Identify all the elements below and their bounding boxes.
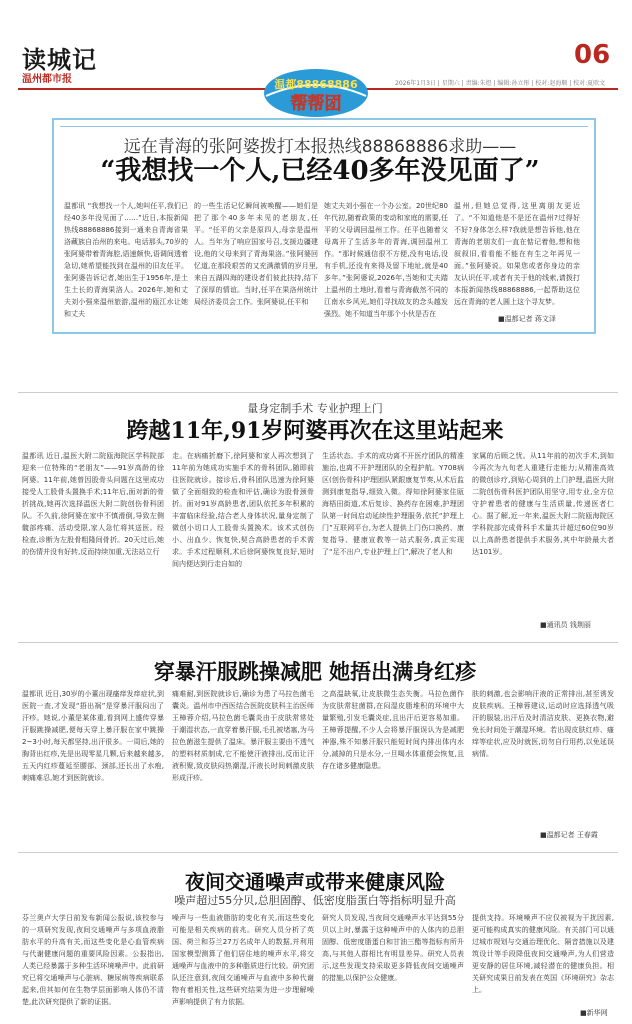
story4-col-3: 研究人员发现,当夜间交通噪声水平达到55分贝以上时,暴露于这种噪声中的人体内的总胆固醇、低密度脂蛋白和甘油三酯等指标有所升高,与其他人群相比有明显差异。研究人员表示,这些发现支持采取更多降低夜间交通噪声的措施,以保护公众健康。 <box>322 914 464 982</box>
divider <box>18 852 618 853</box>
section-title: 读城记 <box>22 45 97 74</box>
story1-col-1: 温都讯 “我想找一个人,她叫任平,我们已经40多年没见面了……”近日,本报新闻热线88868886接到一通来自青海省果洛藏族自治州的来电。电话那头,70岁的张阿婆带着青海腔,语速颇快,语调间透着急切,她希望能找到在温州的旧友任平。张阿婆告诉记者,她出生于1956年,是土生土长的青海果洛人。2026年,她和丈夫刘小强来温州旅游,温州的瓯江水让她和丈夫 <box>64 202 188 318</box>
story4-headline: 夜间交通噪声或带来健康风险 <box>185 870 445 894</box>
story4-byline: ■新华网 <box>580 1009 608 1017</box>
logo-line1: 温都88868886 <box>274 78 358 91</box>
story3-col-4: 肤的刺激,也会影响汗液的正常排出,甚至诱发皮肤疾病。王樟蓉建议,运动时应选择透气吸汗的服装,出汗后及时清洁皮肤、更换衣物,避免长时间处于潮湿环境。若出现皮肤红疹、瘙痒等症状,应及时就医,切勿自行用药,以免延误病情。 <box>472 690 614 758</box>
bangbangtuan-logo <box>262 66 370 120</box>
story2-col-4: 家属的后顾之忧。从11年前的初次手术,到如今再次为九旬老人重建行走能力;从精准高效的微创诊疗,到贴心周到的上门护理,温医大附二院创伤骨科医护团队用坚守,用专业,全方位守护着患者的健康与生活质量,传递医者仁心。据了解,近一年来,温医大附二院瓯海院区学科院部完成骨科手术量共计超过60位90岁以上高龄患者提供手术服务,其中年龄最大者达101岁。 <box>472 452 614 556</box>
logo-line2: 帮帮团 <box>290 94 342 114</box>
story2-headline: 跨越11年,91岁阿婆再次在这里站起来 <box>126 418 504 444</box>
story1-col-4: 温州,但她总觉得,这里离朋友更近了。“不知道他是不是还在温州?过得好不好?身体怎么样?我就是想告诉他,他在青海的老朋友们一直在惦记着他,想和他叙叙旧,看看能不能在有生之年再见一面。”张阿婆说。如果您或者你身边的亲友认识任平,或者有关于他的线索,请拨打本报新闻热线88868886,一起帮助这位远在青海的老人圆上这个寻友梦。 <box>454 202 580 306</box>
story4-col-2: 噪声与一些血液脂肪的变化有关,而这些变化可能是相关疾病的前兆。研究人员分析了英国、荷兰和芬兰27万名成年人的数据,并利用国家模型测算了他们居住地的噪声水平,将交通噪声与血液中的多种脂质进行比较。研究团队还注意到,夜间交通噪声与血液中多种代谢物有着相关性,这些研究结果为进一步理解噪声影响提供了有力依据。 <box>172 914 314 1006</box>
paper-name: 温州都市报 <box>22 74 72 85</box>
story3-headline: 穿暴汗服跳操减肥 她捂出满身红疹 <box>153 659 477 684</box>
story2-col-2: 走。在病痛折磨下,徐阿婆和家人再次想到了11年前为她成功实施手术的骨科团队,随即前往医院就诊。接诊后,骨科团队迅速为徐阿婆做了全面细致的检查和评估,确诊为股骨颈骨折。面对91岁高龄患者,团队依托多年积累的丰富临床经验,结合老人身体状况,量身定制了微创小切口人工股骨头置换术。该术式创伤小、出血少、恢复快,契合高龄患者的手术需求。手术过程顺利,术后徐阿婆恢复良好,短时间内便达到行走自如的 <box>172 452 314 568</box>
story1-kicker: 远在青海的张阿婆拨打本报热线88868886求助—— <box>123 137 517 157</box>
divider <box>18 392 618 393</box>
story2-kicker: 量身定制手术 专业护理上门 <box>247 402 383 415</box>
story1-byline: ■温都记者 蒋文泽 <box>498 315 556 323</box>
story4-col-4: 提供支持。环境噪声不应仅被视为干扰因素,更可能构成真实的健康风险。有关部门可以通过城市规划与交通治理优化、隔音措施以及建筑设计等手段降低夜间交通噪声,为人们营造更安静的居住环境,减轻潜在的健康负担。相关研究成果日前发表在英国《环境研究》杂志上。 <box>472 914 614 994</box>
issue-meta: 2026年1月3日 | 星期六 | 责编:朱煜 | 编辑:孙立彤 | 校对:赵海顺 | 校对:夏欧文 <box>395 80 606 87</box>
story1-col-2: 的一些生活记忆瞬间被唤醒——她们是把了那个40多年未见的老朋友,任平。“任平的父亲是原四人,母亲是温州人。当年为了响应国家号召,支援边疆建设,他的父母来到了青海果洛。”张阿婆回忆道,在那段艰苦的又充满激情的岁月里,来自五湖四海的建设者们彼此扶持,结下了深厚的情谊。当时,任平在果洛州统计局经济委员会工作。张阿婆说,任平和 <box>194 202 318 306</box>
story3-col-3: 之高温缺氧,让皮肤微生态失衡。马拉色菌作为皮肤常驻菌群,在闷湿皮脂堆积的环境中大量繁殖,引发毛囊炎症,且出汗后更容易加重。王樟蓉提醒,不少人会将暴汗服误认为是减肥神器,殊不知暴汗服只能短时间内排出体内水分,减掉的只是水分,一旦喝水体重便会恢复,且存在诸多健康隐患。 <box>322 690 464 770</box>
story2-col-1: 温都讯 近日,温医大附二院瓯海院区学科院部迎来一位特殊的“老朋友”——91岁高龄的徐阿婆。11年前,她曾因股骨头问题在这里成功接受人工股骨头置换手术;11年后,面对新的骨折挑战,她再次选择温医大附二院创伤骨科团队。不久前,徐阿婆在家中不慎滑倒,导致左侧髋部疼痛、活动受限,家人急忙将其送医。经检查,诊断为左股骨粗隆间骨折。20天过后,她的伤情并没有好转,反而持续加重,无法站立行 <box>22 452 164 556</box>
story3-byline: ■温都记者 王春霞 <box>540 831 598 839</box>
logo-graphic <box>262 66 370 120</box>
divider <box>18 642 618 643</box>
story2-col-3: 生活状态。手术的成功离不开医疗团队的精准施治,也离不开护理团队的全程护航。Y708病区(创伤骨科)护理团队紧跟康复节奏,从术后监测到康复指导,细致入微。得知徐阿婆家住瓯海梧田街道,术后复诊、换药存在困难,护理团队第一时间启动延续性护理服务,依托“护理上门”互联网平台,为老人提供上门伤口换药、康复指导、健康宣教等一站式服务,真正实现了“足不出户,专业护理上门”,解决了老人和 <box>322 452 464 556</box>
story1-col-3: 她丈夫刘小强在一个办公室。20世纪80年代初,随着政策的变动和家庭的需要,任平的父母调回温州工作。任平也随着父母离开了生活多年的青海,调回温州工作。“那时候通信很不方便,没有电话,没有手机,还没有来得及留下地址,就是40多年。”张阿婆说,2026年,当她和丈夫踏上温州的土地时,看着与青海截然不同的江南水乡风光,她们寻找故友的念头越发强烈。她不知道当年那个小伙是否在 <box>324 202 448 318</box>
story1-headline: “我想找一个人,已经40多年没见面了” <box>100 156 540 186</box>
story4-kicker: 噪声超过55分贝,总胆固醇、低密度脂蛋白等指标明显升高 <box>174 894 456 907</box>
page-number: 06 <box>574 40 611 70</box>
story2-byline: ■通讯员 钱荆丽 <box>540 621 591 629</box>
story4-col-1: 芬兰奥卢大学日前发布新闻公报说,该校参与的一项研究发现,夜间交通噪声与多项血液脂肪水平的升高有关,而这些变化是心血管疾病与代谢健康问题的重要风险因素。公报指出,人类已经暴露于多种生活环境噪声中。此前研究已将交通噪声与心脏病、糖尿病等疾病联系起来,但其如何在生物学层面影响人体仍不清楚,此次研究提供了新的证据。 <box>22 914 164 1006</box>
story3-col-1: 温都讯 近日,30岁的小董出现瘙痒发痒症状,到医院一查,才发现“捂出祸”是穿暴汗服闷出了汗疹。她说,小董是某体重,看到网上盛传穿暴汗服跳操减肥,便每天穿上暴汗服在家中跳操2~3小时,每天都坚持,出汗很多。一周后,她的胸背出红疹,先是出现零星几颗,后来越来越多,五天内红疹蔓延至腰部、颈部,还长出了水疱,刺痛难忍,她才到医院就诊。 <box>22 690 164 782</box>
story3-col-2: 痛难耐,到医院就诊后,确诊为患了马拉色菌毛囊炎。温州市中西医结合医院皮肤科主治医师王樟蓉介绍,马拉色菌毛囊炎由于皮肤常常处于潮湿状态,一直穿着暴汗服,毛孔被堵塞,为马拉色菌滋生提供了温床。暴汗服主要由不透气的塑料材质制成,它不能使汗液排出,反而让汗液积聚,致皮肤闷热潮湿,汗液长时间刺激皮肤形成汗疹。 <box>172 690 314 782</box>
